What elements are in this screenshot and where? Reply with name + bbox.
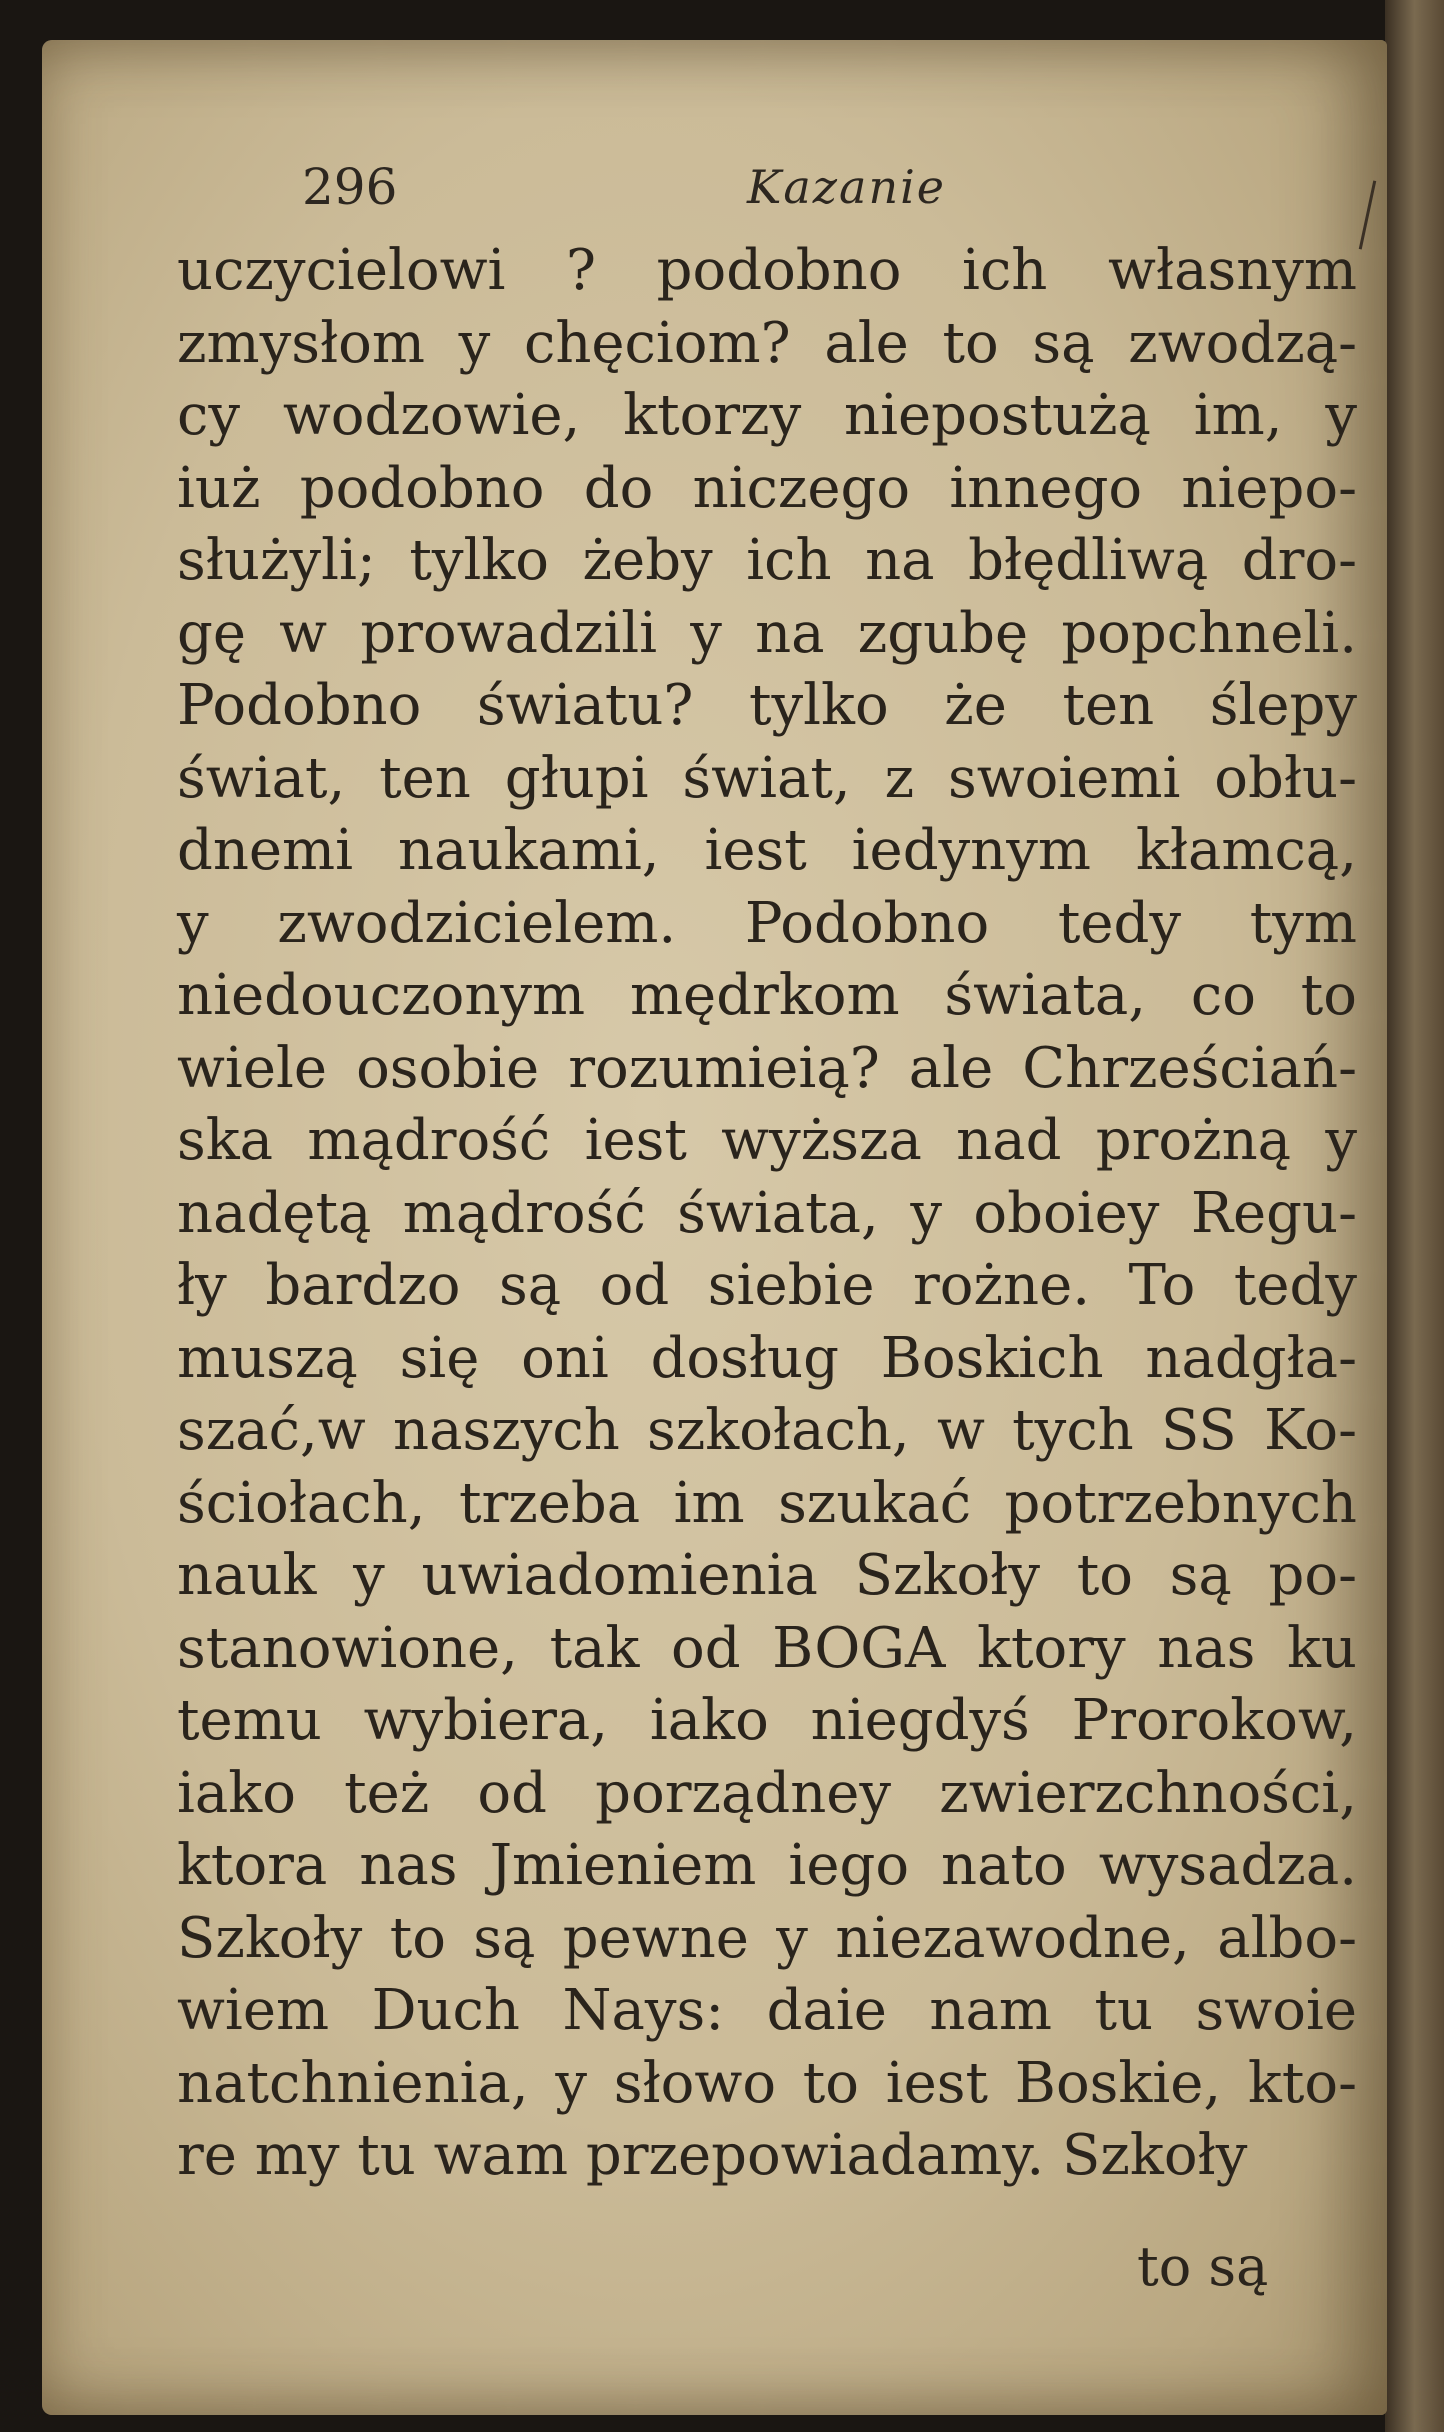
text-line: szać,w naszych szkołach, w tych SS Ko-	[177, 1398, 1357, 1463]
text-line: zmysłom y chęciom? ale to są zwodzą-	[177, 310, 1357, 376]
ink-mark	[1359, 180, 1376, 249]
text-line: cy wodzowie, ktorzy niepostużą im, y	[177, 383, 1357, 448]
text-line: ktora nas Jmieniem iego nato wysadza.	[177, 1833, 1357, 1898]
text-line: ska mądrość iest wyższa nad prożną y	[177, 1108, 1357, 1173]
text-line: Podobno światu? tylko że ten ślepy	[177, 673, 1357, 738]
adjacent-page-edge	[1385, 0, 1444, 2432]
catchword: to są	[1137, 2235, 1269, 2298]
text-line: niedouczonym mędrkom świata, co to	[177, 963, 1357, 1028]
text-line: muszą się oni dosług Boskich nadgła-	[177, 1325, 1357, 1391]
text-line: temu wybiera, iako niegdyś Prorokow,	[177, 1688, 1357, 1753]
text-line: uczycielowi ? podobno ich własnym	[177, 238, 1357, 303]
text-line: Szkoły to są pewne y niezawodne, albo-	[177, 1905, 1357, 1971]
running-title: Kazanie	[747, 160, 947, 214]
text-line: stanowione, tak od BOGA ktory nas ku	[177, 1615, 1357, 1681]
text-line: świat, ten głupi świat, z swoiemi obłu-	[177, 745, 1357, 811]
text-line: iuż podobno do niczego innego niepo-	[177, 455, 1357, 521]
text-line: re my tu wam przepowiadamy. Szkoły	[177, 2123, 1248, 2188]
text-line: nadętą mądrość świata, y oboiey Regu-	[177, 1180, 1357, 1246]
page-number: 296	[302, 158, 398, 216]
text-line: wiem Duch Nays: daie nam tu swoie	[177, 1978, 1357, 2043]
text-line: dnemi naukami, iest iedynym kłamcą,	[177, 818, 1357, 883]
text-line: ściołach, trzeba im szukać potrzebnych	[177, 1470, 1357, 1536]
text-line: nauk y uwiadomienia Szkoły to są po-	[177, 1543, 1357, 1608]
book-page	[42, 40, 1387, 2415]
text-line: natchnienia, y słowo to iest Boskie, kto-	[177, 2050, 1357, 2116]
text-line: wiele osobie rozumieią? ale Chrześciań-	[177, 1035, 1357, 1101]
text-line: ły bardzo są od siebie rożne. To tedy	[177, 1253, 1357, 1318]
text-line: y zwodzicielem. Podobno tedy tym	[177, 890, 1357, 956]
text-line: gę w prowadzili y na zgubę popchneli.	[177, 600, 1357, 666]
page-header	[302, 158, 1202, 228]
body-text	[177, 235, 1357, 2193]
text-line: iako też od porządney zwierzchności,	[177, 1760, 1357, 1826]
text-line: służyli; tylko żeby ich na błędliwą dro-	[177, 528, 1357, 593]
